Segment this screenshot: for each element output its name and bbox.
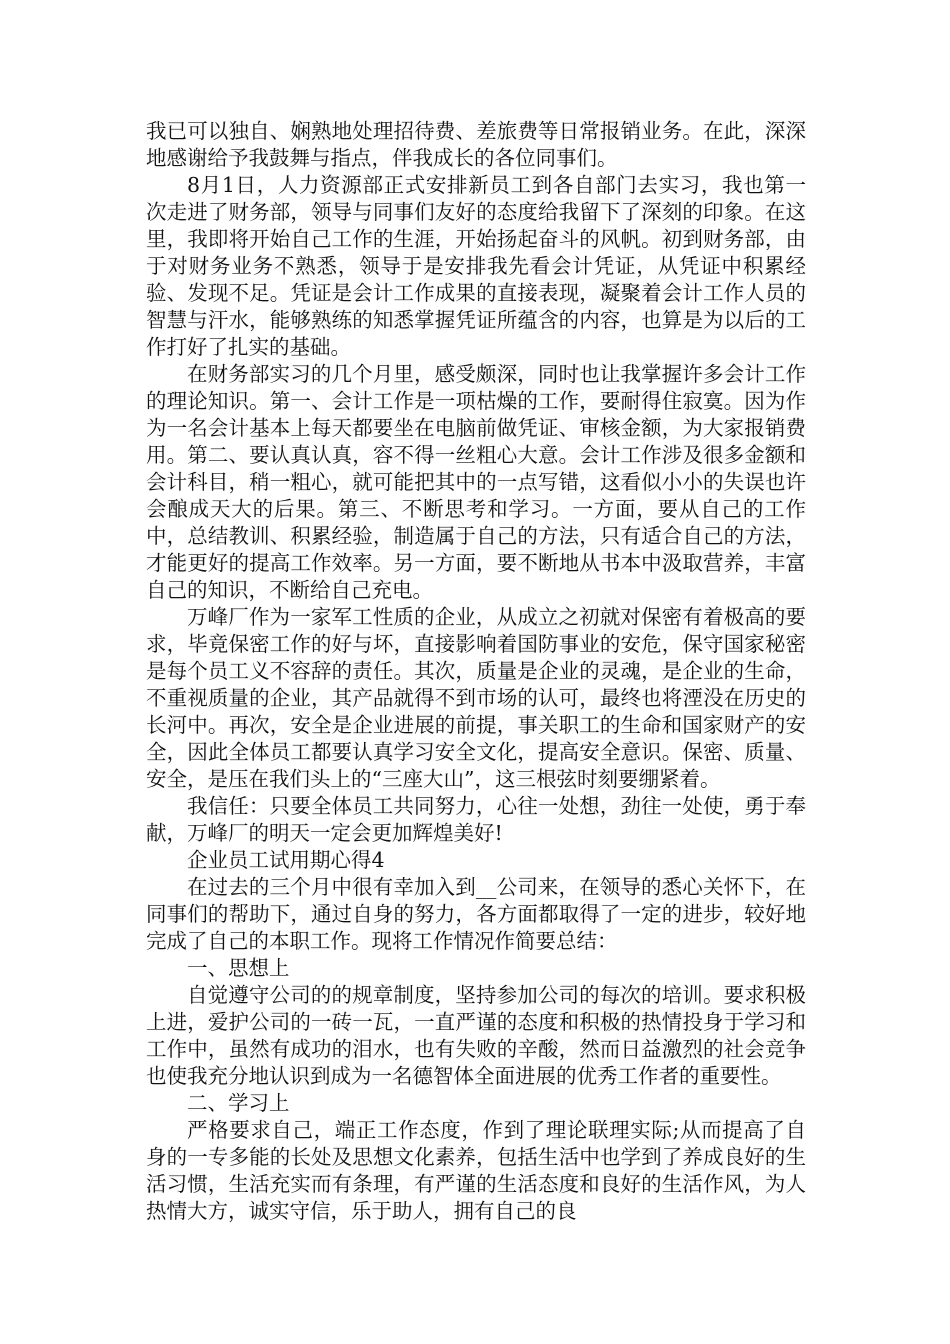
body-paragraph: 在过去的三个月中很有幸加入到__公司来，在领导的悉心关怀下，在同事们的帮助下，通过自身的努力，各方面都取得了一定的进步，较好地完成了自己的本职工作。现将工作情况作简要总结： bbox=[146, 875, 806, 953]
body-paragraph: 我已可以独自、娴熟地处理招待费、差旅费等日常报销业务。在此，深深地感谢给予我鼓舞与指点，伴我成长的各位同事们。 bbox=[146, 119, 806, 170]
subsection-heading: 一、思想上 bbox=[187, 956, 290, 980]
subsection-heading: 二、学习上 bbox=[187, 1091, 290, 1115]
document-page bbox=[146, 118, 806, 1225]
body-paragraph: 8月1日，人力资源部正式安排新员工到各自部门去实习，我也第一次走进了财务部，领导与同事们友好的态度给我留下了深刻的印象。在这里，我即将开始自己工作的生涯，开始扬起奋斗的风帆。初到财务部，由于对财务业务不熟悉，领导于是安排我先看会计凭证，从凭证中积累经验、发现不足。凭证是会计工作成果的直接表现，凝聚着会计工作人员的智慧与汗水，能够熟练的知悉掌握凭证所蕴含的内容，也算是为以后的工作打好了扎实的基础。 bbox=[146, 173, 806, 359]
body-paragraph: 在财务部实习的几个月里，感受颇深，同时也让我掌握许多会计工作的理论知识。第一、会计工作是一项枯燥的工作，要耐得住寂寞。因为作为一名会计基本上每天都要坐在电脑前做凭证、审核金额，为大家报销费用。第二、要认真认真，容不得一丝粗心大意。会计工作涉及很多金额和会计科目，稍一粗心，就可能把其中的一点写错，这看似小小的失误也许会酿成天大的后果。第三、不断思考和学习。一方面，要从自己的工作中，总结教训、积累经验，制造属于自己的方法，只有适合自己的方法，才能更好的提高工作效率。另一方面，要不断地从书本中汲取营养，丰富自己的知识，不断给自己充电。 bbox=[146, 362, 806, 602]
body-paragraph: 万峰厂作为一家军工性质的企业，从成立之初就对保密有着极高的要求，毕竟保密工作的好与坏，直接影响着国防事业的安危，保守国家秘密是每个员工义不容辞的责任。其次，质量是企业的灵魂，是企业的生命，不重视质量的企业，其产品就得不到市场的认可，最终也将湮没在历史的长河中。再次，安全是企业进展的前提，事关职工的生命和国家财产的安全，因此全体员工都要认真学习安全文化，提高安全意识。保密、质量、安全，是压在我们头上的“三座大山”，这三根弦时刻要绷紧着。 bbox=[146, 605, 806, 791]
body-paragraph: 自觉遵守公司的的规章制度，坚持参加公司的每次的培训。要求积极上进，爱护公司的一砖一瓦，一直严谨的态度和积极的热情投身于学习和工作中，虽然有成功的泪水，也有失败的辛酸，然而日益激烈的社会竞争也使我充分地认识到成为一名德智体全面进展的优秀工作者的重要性。 bbox=[146, 983, 806, 1088]
section-heading: 企业员工试用期心得4 bbox=[187, 848, 385, 872]
body-paragraph: 严格要求自己，端正工作态度，作到了理论联理实际;从而提高了自身的一专多能的长处及思想文化素养，包括生活中也学到了养成良好的生活习惯，生活充实而有条理，有严谨的生活态度和良好的生活作风，为人热情大方，诚实守信，乐于助人，拥有自己的良 bbox=[146, 1118, 806, 1223]
body-paragraph: 我信任：只要全体员工共同努力，心往一处想，劲往一处使，勇于奉献，万峰厂的明天一定会更加辉煌美好! bbox=[146, 794, 806, 845]
